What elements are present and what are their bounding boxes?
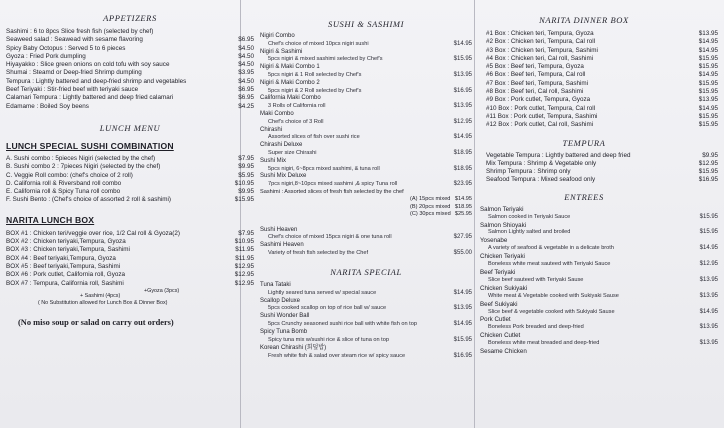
- lunch-combo-item: [6, 180, 254, 188]
- description-text: Chef's choice of 3 Roll: [268, 118, 324, 125]
- item-description: [260, 56, 472, 64]
- item-name: Korean Chirashi (회덮밥): [260, 345, 327, 351]
- item-name: Chirashi Deluxe: [260, 142, 303, 149]
- item-text: BOX #6 : Pork cutlet, California roll, Gyoza: [6, 271, 125, 279]
- item-text: Seafood Tempura : Mixed seafood only: [486, 176, 596, 184]
- item-price: $6.95: [238, 36, 254, 44]
- item-text: Shumai : Steamd or Deep-fried Shrimp dumpling: [6, 69, 142, 77]
- item-price: $10.95: [234, 238, 254, 246]
- dinner-box-item: [480, 47, 718, 55]
- item-description: [480, 324, 718, 332]
- item-price: $5.95: [238, 171, 254, 179]
- item-price: $6.95: [238, 94, 254, 102]
- item-price: $12.95: [699, 261, 718, 268]
- dinner-box-item: [480, 96, 718, 104]
- right-panel: [480, 0, 718, 428]
- item-price: $12.95: [453, 118, 472, 125]
- item-price: $13.95: [698, 96, 718, 104]
- appetizer-item: [6, 36, 254, 44]
- item-price: $14.95: [699, 308, 718, 315]
- sushi-list: [260, 33, 472, 189]
- item-price: $7.95: [238, 229, 254, 237]
- item-price: $13.95: [453, 71, 472, 78]
- description-text: 7pcs nigiri,8~10pcs mixed sashimi ,& spicy Tuna roll: [268, 181, 398, 188]
- description-text: Variety of fresh fish selected by the Chef: [268, 249, 369, 256]
- item-name: Salmon Shioyaki: [480, 221, 527, 229]
- tempura-title: TEMPURA: [562, 137, 606, 148]
- item-price: $15.95: [234, 196, 254, 204]
- description-text: White meat & Vegetable cooked with Sukiyaki Sause: [488, 292, 619, 299]
- item-price: $23.95: [453, 181, 472, 188]
- middle-panel: [260, 0, 472, 428]
- item-text: (C) 30pcs mixed: [410, 211, 451, 218]
- appetizer-item: [6, 53, 254, 61]
- special-list: [260, 282, 472, 361]
- tempura-item: [480, 160, 718, 168]
- description-text: Super size Chirashi: [268, 149, 317, 156]
- item-description: [480, 309, 718, 317]
- lunch-combo-list: [6, 155, 254, 205]
- addon-sashimi: + Sashimi (4pcs): [80, 292, 121, 299]
- item-name: Tuna Tataki: [260, 281, 291, 288]
- item-name: Scallop Deluxe: [260, 297, 301, 304]
- item-description: [480, 340, 718, 348]
- item-price: $14.95: [699, 245, 718, 252]
- item-text: Vegetable Tempura : Lightly battered and deep fried: [486, 151, 631, 159]
- dinner-box-title: NARITA DINNER BOX: [539, 15, 629, 25]
- item-name: Chicken Teriyaki: [480, 253, 525, 261]
- item-price: $15.95: [453, 56, 472, 63]
- lunch-box-list: [6, 230, 254, 288]
- item-text: #7 Box : Beef teri, Tempura, Sashimi: [486, 79, 589, 87]
- dinner-box-item: [480, 38, 718, 46]
- item-name: Sushi Mix Deluxe: [260, 173, 307, 180]
- item-price: $6.95: [238, 86, 254, 94]
- item-price: $13.95: [699, 324, 718, 331]
- item-price: $14.95: [698, 71, 718, 79]
- lunch-box-item: [6, 246, 254, 254]
- item-price: $25.95: [454, 211, 472, 218]
- item-text: Hiyayakko : Slice green onions on cold tofu with soy sauce: [6, 61, 170, 69]
- carry-out-note: (No miso soup or salad on carry out orders): [18, 318, 174, 328]
- item-name: Beef Teriyaki: [480, 269, 516, 276]
- item-price: $4.50: [238, 52, 254, 60]
- item-price: $15.95: [698, 168, 718, 176]
- item-text: C. Veggie Roll combo: (chef's choice of 2 roll): [6, 171, 133, 179]
- item-price: $12.95: [234, 271, 254, 279]
- item-text: #10 Box : Pork cutlet, Tempura, Cal roll: [486, 104, 596, 112]
- item-price: $7.95: [238, 154, 254, 162]
- item-description: [260, 103, 472, 111]
- description-text: Fresh white fish & salad over steam rice w/ spicy sauce: [268, 352, 406, 359]
- lunch-box-item: [6, 230, 254, 238]
- item-text: #4 Box : Chicken teri, Cal roll, Sashimi: [486, 54, 594, 62]
- description-text: 5pcs nigiri & 1 Roll selected by Chef's: [268, 71, 362, 78]
- item-text: Mix Tempura : Shrimp & Vegetable only: [486, 159, 597, 167]
- item-price: $55.00: [453, 249, 472, 256]
- description-text: Lightly seared tuna served w/ special sauce: [268, 289, 377, 296]
- item-price: $11.95: [235, 246, 254, 254]
- item-text: Spicy Baby Octopus : Served 5 to 6 pieces: [6, 44, 126, 52]
- item-price: $13.95: [453, 103, 472, 110]
- item-text: #6 Box : Beef teri, Tempura, Cal roll: [486, 71, 586, 79]
- description-text: Chef's choice of mixed 15pcs nigiri & one tuna roll: [268, 234, 392, 241]
- lunch-box-item: [6, 263, 254, 271]
- lunch-special-title: LUNCH SPECIAL SUSHI COMBINATION: [6, 140, 174, 151]
- item-price: $15.95: [699, 229, 718, 236]
- item-price: $14.95: [453, 40, 472, 47]
- item-description: [260, 72, 472, 80]
- lunch-combo-item: [6, 155, 254, 163]
- item-text: BOX #5 : Beef teriyaki,Tempura, Sashimi: [6, 262, 121, 270]
- item-price: $9.95: [238, 188, 254, 196]
- item-description: [480, 214, 718, 222]
- tempura-item: [480, 168, 718, 176]
- item-text: Calamari Tempura : Lightly battered and deep fried calamari: [6, 94, 174, 102]
- description-text: 5pcs cooked scallop on top of rice ball w/ sauce: [268, 305, 387, 312]
- item-description: [480, 293, 718, 301]
- item-description: [260, 250, 472, 258]
- item-text: #1 Box : Chicken teri, Tempura, Gyoza: [486, 30, 594, 37]
- item-price: $18.95: [454, 203, 472, 210]
- item-price: $13.95: [698, 30, 718, 37]
- description-text: 5pcs nigiri & 2 Roll selected by Chef's: [268, 87, 362, 94]
- description-text: Chef's choice of mixed 10pcs nigiri sushi: [268, 40, 369, 47]
- item-price: $13.95: [453, 305, 472, 312]
- item-text: D. California roll & Riversband roll combo: [6, 179, 122, 187]
- item-text: E. California roll & Spicy Tuna roll combo: [6, 188, 121, 196]
- item-text: #9 Box : Pork cutlet, Tempura, Gyoza: [486, 96, 591, 104]
- item-price: $3.95: [238, 69, 254, 77]
- item-price: $15.95: [698, 63, 718, 71]
- item-name: Maki Combo: [260, 110, 294, 117]
- appetizers-title: APPETIZERS: [103, 13, 157, 23]
- item-text: #8 Box : Beef teri, Cal roll, Sashimi: [486, 88, 584, 96]
- appetizers-list: [6, 28, 254, 111]
- item-name: Nigiri & Maki Combo 1: [260, 64, 320, 71]
- item-price: $14.95: [453, 321, 472, 328]
- item-price: $27.95: [453, 234, 472, 241]
- item-price: $10.95: [234, 179, 254, 187]
- dinner-box-item: [480, 55, 718, 63]
- item-description: [480, 261, 718, 269]
- item-price: $14.95: [698, 104, 718, 112]
- item-price: $14.95: [454, 196, 472, 203]
- item-description: [260, 337, 472, 345]
- item-price: $13.95: [699, 340, 718, 347]
- description-text: Slice beef & vegetable cooked with Sukiyaki Sause: [488, 308, 615, 315]
- item-price: $9.95: [238, 163, 254, 171]
- item-price: $15.95: [698, 121, 718, 129]
- item-name: Yosenabe: [480, 237, 508, 245]
- item-text: #11 Box : Pork cutlet, Tempura, Sashimi: [486, 112, 598, 120]
- item-name: Pork Cutlet: [480, 316, 511, 324]
- sashimi-size-item: [410, 204, 472, 211]
- item-price: $14.95: [698, 46, 718, 54]
- item-text: F. Sushi Bento : (Chef's choice of assorted 2 roll & sashimi): [6, 196, 171, 204]
- item-text: BOX #3 : Chicken teriyaki,Tempura, Sashimi: [6, 246, 130, 254]
- sashimi-line: Sashimi : Assorted slices of fresh fish selected by the chef: [260, 188, 404, 195]
- item-text: BOX #1 : Chicken teri/veggie over rice, 1/2 Cal roll & Gyoza(2): [6, 229, 180, 237]
- sushi-sashimi-title: SUSHI & SASHIMI: [327, 19, 405, 29]
- description-text: Spicy tuna mix w/sushi rice & slice of tuna on top: [268, 337, 389, 344]
- item-name: Beef Sukiyaki: [480, 300, 518, 308]
- lunch-combo-item: [6, 172, 254, 180]
- item-name: Nigiri Combo: [260, 33, 295, 39]
- item-text: Edamame : Boiled Soy beens: [6, 102, 89, 110]
- dinner-box-item: [480, 63, 718, 71]
- item-description: [480, 277, 718, 285]
- sashimi-size-item: [410, 196, 472, 203]
- dinner-box-item: [480, 30, 718, 38]
- appetizer-item: [6, 45, 254, 53]
- dinner-box-list: [480, 30, 718, 130]
- item-description: [260, 41, 472, 49]
- item-price: $12.95: [698, 159, 718, 167]
- item-name: Sesame Chicken: [480, 348, 527, 356]
- item-text: Tempura : Lightly battered and deep-fried shrimp and vegetables: [6, 77, 187, 85]
- description-text: 3 Rolls of California roll: [268, 103, 326, 110]
- item-text: BOX #4 : Beef teriyaki,Tempura, Gyoza: [6, 254, 116, 262]
- item-price: $15.95: [699, 213, 718, 220]
- lunch-combo-item: [6, 188, 254, 196]
- item-text: #5 Box : Beef teri, Tempura, Gyoza: [486, 63, 584, 71]
- addon-line: [6, 287, 254, 299]
- item-price: $16.95: [453, 352, 472, 359]
- item-text: #2 Box : Chicken teri, Tempura, Cal roll: [486, 38, 596, 46]
- item-price: $15.95: [698, 112, 718, 120]
- item-description: [260, 305, 472, 313]
- item-name: Nigiri & Sashimi: [260, 48, 303, 55]
- description-text: Boneless Pork breaded and deep-fried: [488, 324, 584, 331]
- item-text: Sashimi : 6 to 8pcs Slice fresh fish (selected by chef): [6, 28, 154, 35]
- item-text: (A) 15pcs mixed: [410, 196, 451, 203]
- tempura-list: [480, 152, 718, 185]
- entrees-title: ENTREES: [564, 191, 604, 202]
- lunch-combo-item: [6, 196, 254, 204]
- item-text: Seaweed salad : Seawead with sesame flavoring: [6, 36, 143, 44]
- item-price: $18.95: [453, 165, 472, 172]
- description-text: 5pcs nigiri, 6~8pcs mixed sashimi, & tuna roll: [268, 165, 380, 172]
- item-price: $4.50: [238, 61, 254, 69]
- item-price: $13.95: [699, 292, 718, 299]
- item-price: $14.95: [453, 134, 472, 141]
- item-price: $12.95: [234, 279, 254, 287]
- lunch-box-title: NARITA LUNCH BOX: [6, 214, 95, 225]
- item-description: [260, 353, 472, 361]
- item-price: $14.95: [453, 289, 472, 296]
- lunch-box-item: [6, 255, 254, 263]
- lunch-combo-item: [6, 163, 254, 171]
- item-name: Nigiri & Maki Combo 2: [260, 79, 320, 86]
- left-panel: [6, 0, 254, 428]
- item-text: Gyoza : Fried Pork dumpling: [6, 52, 86, 60]
- item-price: $18.95: [453, 149, 472, 156]
- item-text: #12 Box : Pork cutlet, Cal roll, Sashimi: [486, 121, 594, 129]
- lunch-box-item: [6, 271, 254, 279]
- appetizer-item: [6, 103, 254, 111]
- item-name: Chicken Sukiyaki: [480, 284, 528, 292]
- appetizer-item: [6, 69, 254, 77]
- sashimi-sizes: [260, 196, 472, 218]
- item-price: $9.95: [702, 151, 718, 159]
- item-text: B. Sushi combo 2 : 7pieces Nigiri (selected by the chef): [6, 163, 161, 171]
- description-text: Boneless white meat sauteed with Teriyaki Sauce: [488, 261, 611, 268]
- item-price: $11.95: [235, 254, 254, 262]
- item-text: BOX #7 : Tempura, California roll, Sashimi: [6, 279, 124, 287]
- item-description: [260, 166, 472, 174]
- item-name: Sushi Wonder Ball: [260, 313, 310, 320]
- appetizer-item: [6, 94, 254, 102]
- item-price: $4.50: [238, 44, 254, 52]
- item-text: (B) 20pcs mixed: [410, 203, 451, 210]
- appetizer-item: [6, 78, 254, 86]
- tempura-item: [480, 176, 718, 184]
- item-description: [260, 290, 472, 298]
- item-price: $14.95: [698, 38, 718, 46]
- item-description: [260, 134, 472, 142]
- description-text: A variety of seafood & vegetable in a delicate broth: [488, 245, 614, 252]
- description-text: Salmon cooked in Teriyaki Sauce: [488, 213, 571, 220]
- description-text: 5pcs Crunchy seasoned sushi rice ball with white fish on top: [268, 321, 417, 328]
- item-name: Sashimi Heaven: [260, 242, 304, 249]
- item-text: BOX #2 : Chicken teriyaki,Tempura, Gyoza: [6, 238, 126, 246]
- item-price: $15.95: [698, 54, 718, 62]
- narita-special-title: NARITA SPECIAL: [330, 266, 402, 277]
- appetizer-item: [6, 28, 254, 36]
- item-description: [260, 234, 472, 242]
- sashimi-size-item: [410, 211, 472, 218]
- item-price: $4.50: [238, 77, 254, 85]
- dinner-box-item: [480, 121, 718, 129]
- description-text: Boneless white meat breaded and deep-fried: [488, 340, 600, 347]
- item-price: $15.95: [453, 337, 472, 344]
- item-description: [260, 150, 472, 158]
- item-description: [480, 229, 718, 237]
- item-price: $16.95: [453, 87, 472, 94]
- item-text: #3 Box : Chicken teri, Tempura, Sashimi: [486, 46, 598, 54]
- lunch-menu-title: LUNCH MENU: [99, 122, 161, 133]
- dinner-box-item: [480, 88, 718, 96]
- item-text: A. Sushi combo : 5pieces Nigiri (selected by the chef): [6, 154, 156, 162]
- tempura-item: [480, 152, 718, 160]
- description-text: Salmon Lightly salted and broiled: [488, 229, 571, 236]
- item-description: [260, 88, 472, 96]
- appetizer-item: [6, 61, 254, 69]
- item-price: $13.95: [699, 276, 718, 283]
- description-text: Slice beef sauteed with Teriyaki Sause: [488, 276, 584, 283]
- description-text: Assorted slices of fish over sushi rice: [268, 134, 360, 141]
- item-price: $12.95: [234, 262, 254, 270]
- item-text: Shrimp Tempura : Shrimp only: [486, 168, 571, 176]
- item-name: California Maki Combo: [260, 95, 321, 102]
- item-name: Salmon Teriyaki: [480, 205, 524, 213]
- item-price: $15.95: [698, 79, 718, 87]
- item-text: Beef Teriyaki : Stir-fried beef with teriyaki sauce: [6, 86, 139, 94]
- lunch-box-item: [6, 280, 254, 288]
- description-text: 5pcs nigiri & mixed sashimi selected by Chef's: [268, 56, 383, 63]
- item-name: Chicken Cutlet: [480, 332, 521, 340]
- dinner-box-item: [480, 113, 718, 121]
- item-price: $4.25: [238, 102, 254, 110]
- item-price: $16.95: [698, 176, 718, 184]
- item-description: [480, 245, 718, 253]
- fold-line-right: [474, 0, 475, 428]
- item-name: Sushi Mix: [260, 157, 287, 164]
- item-description: [260, 119, 472, 127]
- dinner-box-item: [480, 71, 718, 79]
- appetizer-item: [6, 86, 254, 94]
- entree-list: [480, 206, 718, 356]
- dinner-box-item: [480, 105, 718, 113]
- item-price: $15.95: [698, 88, 718, 96]
- item-description: [260, 321, 472, 329]
- addon-gyoza: +Gyoza (3pcs): [144, 287, 180, 294]
- heaven-list: [260, 227, 472, 258]
- lunch-box-item: [6, 238, 254, 246]
- item-name: Spicy Tuna Bomb: [260, 329, 308, 336]
- item-name: Sushi Heaven: [260, 226, 298, 233]
- item-name: Chirashi: [260, 126, 283, 133]
- substitution-note: ( No Substitution allowed for Lunch Box & Dinner Box): [38, 299, 168, 306]
- item-description: [260, 181, 472, 189]
- dinner-box-item: [480, 80, 718, 88]
